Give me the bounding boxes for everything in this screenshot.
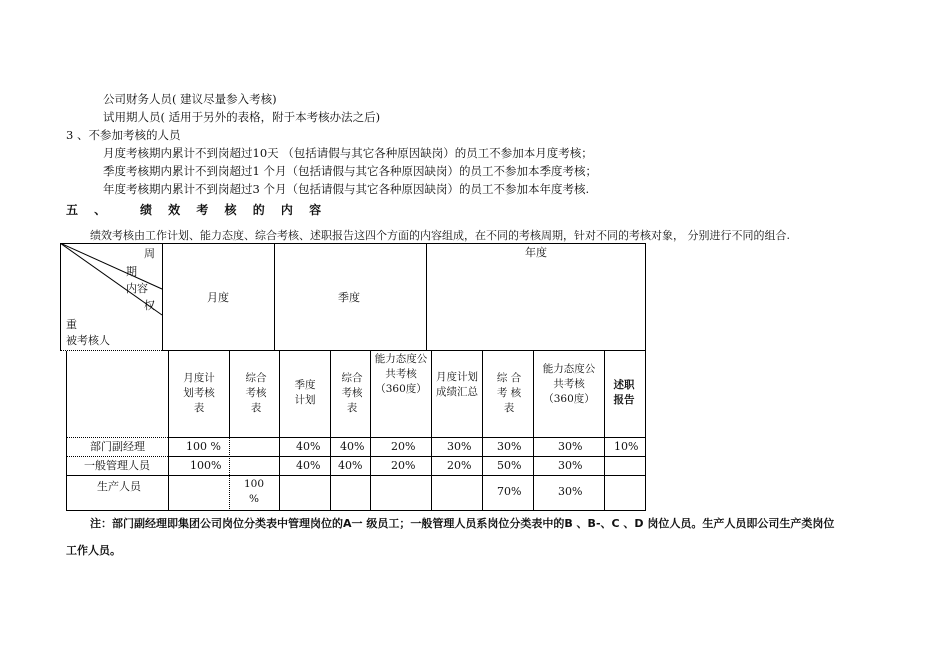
cell-deputy-c9: 10%	[614, 440, 639, 453]
corner-label-zhou: 周	[144, 247, 155, 260]
cell-deputy-c3: 40%	[296, 440, 321, 453]
period-header-annual: 年度	[525, 246, 547, 259]
corner-label-assessee: 被考核人	[66, 334, 110, 347]
subheader-quarterly-comprehensive: 综合考核表	[341, 372, 363, 414]
period-header-monthly: 月度	[207, 291, 229, 304]
cell-production-c8: 30%	[558, 485, 583, 498]
text-line-finance-staff: 公司财务人员( 建议尽量参入考核)	[103, 92, 277, 106]
cell-deputy-c6: 30%	[447, 440, 472, 453]
section-body: 绩效考核由工作计划、能力态度、综合考核、述职报告这四个方面的内容组成，在不同的考核周期，针对不同的考核对象， 分别进行不同的组合.	[90, 229, 790, 242]
text-line-quarterly-exclusion: 季度考核期内累计不到岗超过1 个月（包括请假与其它各种原因缺岗）的员工不参加本季度考核；	[103, 164, 597, 178]
cell-deputy-c7: 30%	[497, 440, 522, 453]
section-title: 绩 效 考 核 的 内 容	[140, 203, 328, 217]
cell-production-c7: 70%	[497, 485, 522, 498]
cell-general-c5: 20%	[391, 459, 416, 472]
text-line-monthly-exclusion: 月度考核期内累计不到岗超过10天 （包括请假与其它各种原因缺岗）的员工不参加本月度考核；	[103, 146, 593, 160]
subheader-quarterly-plan: 季度计划	[294, 379, 316, 406]
subheader-monthly-comprehensive: 综合考核表	[245, 372, 267, 414]
corner-label-content: 内容	[126, 282, 148, 295]
subheader-annual-comprehensive: 综 合 考 核 表	[496, 372, 522, 414]
row-label-general-management: 一般管理人员	[84, 459, 150, 472]
cell-general-c3: 40%	[296, 459, 321, 472]
corner-label-quan: 权	[144, 299, 155, 312]
cell-general-c8: 30%	[558, 459, 583, 472]
subheader-monthly-plan: 月度计划考核表	[183, 372, 215, 414]
period-header-quarterly: 季度	[338, 291, 360, 304]
table-note-line1: 注：部门副经理即集团公司岗位分类表中管理岗位的A一 级员工；一般管理人员系岗位分类表中的B 、B-、C 、D 岗位人员。生产人员即公司生产类岗位	[90, 517, 835, 530]
row-label-production-staff: 生产人员	[97, 480, 141, 493]
row-label-deputy-manager: 部门副经理	[90, 440, 145, 453]
cell-general-c7: 50%	[497, 459, 522, 472]
cell-deputy-c4: 40%	[340, 440, 365, 453]
cell-deputy-c8: 30%	[558, 440, 583, 453]
cell-deputy-c5: 20%	[391, 440, 416, 453]
table-note-line2: 工作人员。	[66, 544, 121, 557]
cell-production-c2: 100 %	[243, 478, 265, 505]
corner-label-zhong: 重	[66, 318, 77, 331]
cell-general-c1: 100%	[190, 459, 222, 472]
subheader-monthly-plan-summary: 月度计划成绩汇总	[436, 371, 478, 398]
text-line-probation-staff: 试用期人员( 适用于另外的表格，附于本考核办法之后)	[103, 110, 381, 124]
subheader-annual-360: 能力态度公共考核（360度）	[542, 363, 596, 405]
cell-general-c6: 20%	[447, 459, 472, 472]
section-number: 五 、	[66, 203, 113, 217]
corner-label-qi: 期	[126, 265, 137, 278]
cell-deputy-c1: 100 %	[186, 440, 221, 453]
subheader-quarterly-360: 能力态度公共考核（360度）	[374, 353, 428, 395]
text-line-annual-exclusion: 年度考核期内累计不到岗超过3 个月（包括请假与其它各种原因缺岗）的员工不参加本年度考核.	[103, 182, 590, 196]
cell-general-c4: 40%	[338, 459, 363, 472]
subheader-debriefing-report: 述职报告	[613, 379, 635, 406]
text-line-exclusion-heading: 3 、不参加考核的人员	[66, 128, 181, 142]
